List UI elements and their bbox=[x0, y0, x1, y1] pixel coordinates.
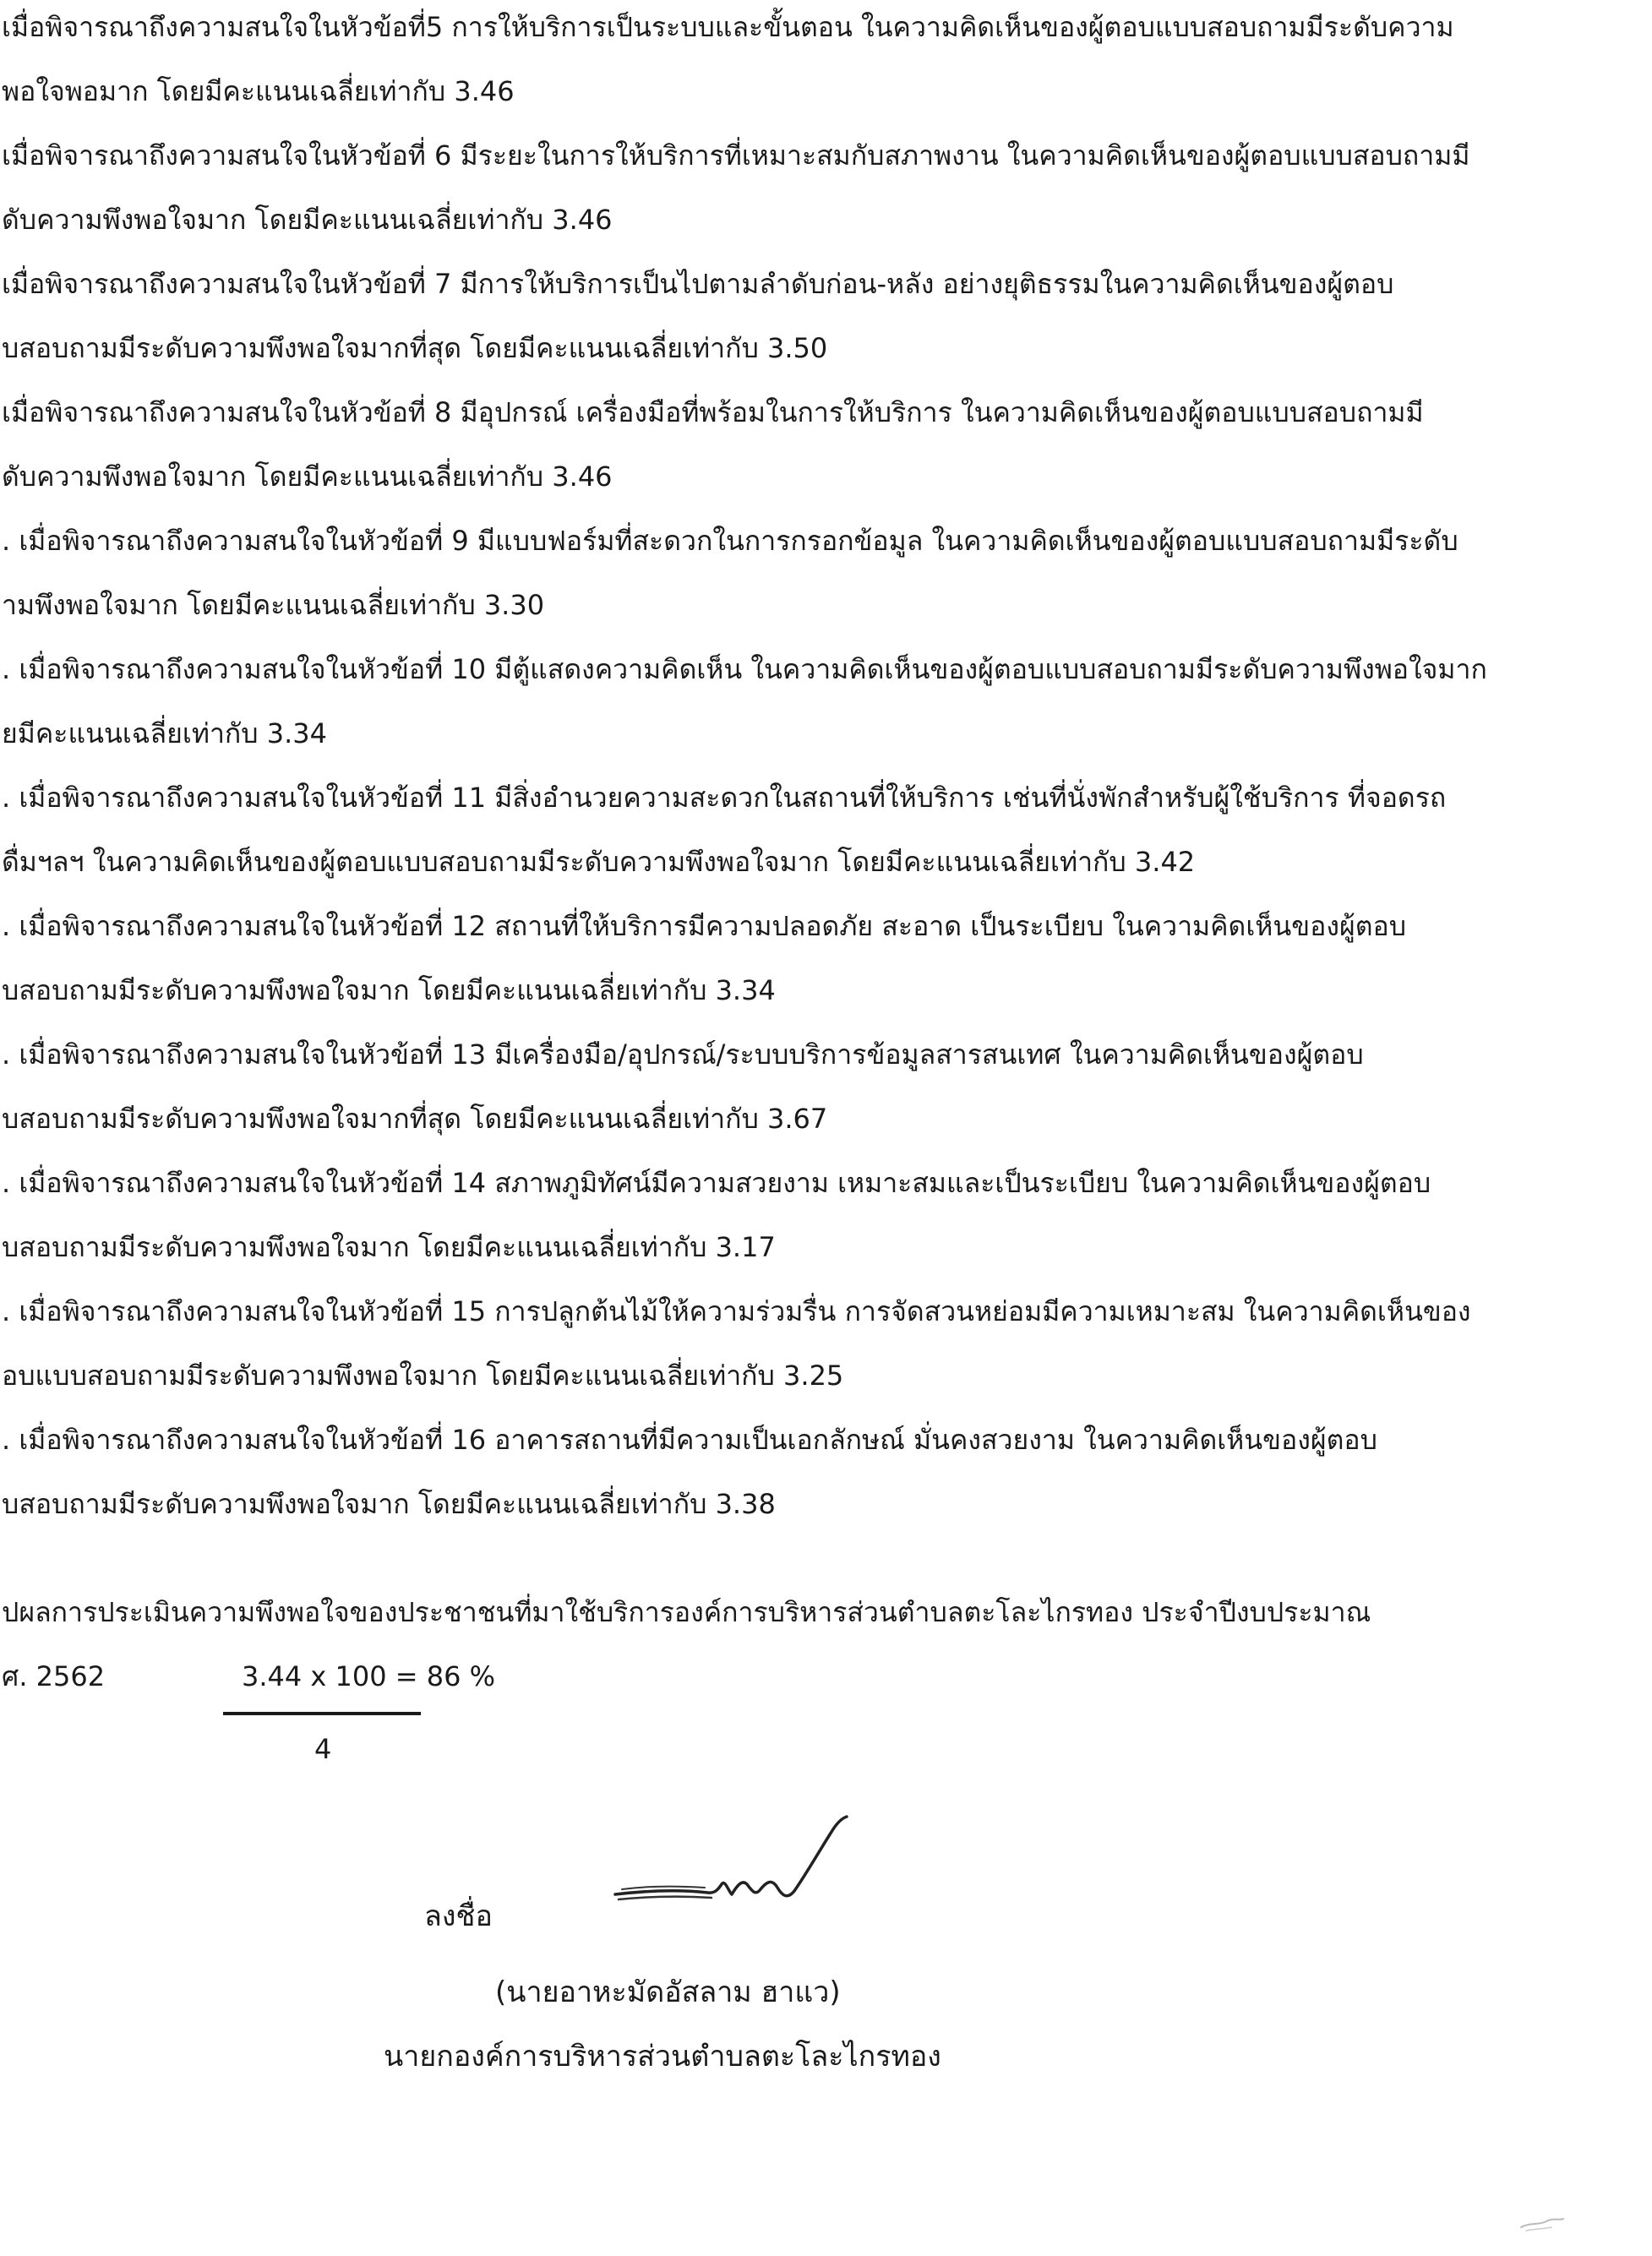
summary-text: ปผลการประเมินความพึงพอใจของประชาชนที่มาใช้บริการองค์การบริหารส่วนตำบลตะโละไกรทอง ประจำปีงบประมาณ bbox=[2, 1596, 1371, 1628]
paragraph-line: ดับความพึงพอใจมาก โดยมีคะแนนเฉลี่ยเท่ากับ 3.46 bbox=[2, 204, 613, 236]
finding-item-15 bbox=[2, 1279, 1645, 1408]
paragraph-line: ดับความพึงพอใจมาก โดยมีคะแนนเฉลี่ยเท่ากับ 3.46 bbox=[2, 460, 613, 493]
paragraph-line: เมื่อพิจารณาถึงความสนใจในหัวข้อที่ 8 มีอุปกรณ์ เครื่องมือที่พร้อมในการให้บริการ ในความคิดเห็นของผู้ตอบแบบสอบถามมี bbox=[2, 396, 1424, 428]
paragraph-line: . เมื่อพิจารณาถึงความสนใจในหัวข้อที่ 12 สถานที่ให้บริการมีความปลอดภัย สะอาด เป็นระเบียบ ในความคิดเห็นของผู้ตอบ bbox=[2, 910, 1406, 942]
finding-item-10 bbox=[2, 637, 1645, 766]
paragraph-line: อบแบบสอบถามมีระดับความพึงพอใจมาก โดยมีคะแนนเฉลี่ยเท่ากับ 3.25 bbox=[2, 1360, 844, 1392]
finding-item-13 bbox=[2, 1022, 1645, 1151]
fraction-bar bbox=[223, 1712, 421, 1715]
paragraph-line: ามพึงพอใจมาก โดยมีคะแนนเฉลี่ยเท่ากับ 3.30 bbox=[2, 589, 545, 621]
paragraph-line: บสอบถามมีระดับความพึงพอใจมาก โดยมีคะแนนเฉลี่ยเท่ากับ 3.17 bbox=[2, 1231, 776, 1263]
paragraph-line: เมื่อพิจารณาถึงความสนใจในหัวข้อที่5 การให้บริการเป็นระบบและขั้นตอน ในความคิดเห็นของผู้ตอบแบบสอบถามมีระดับความ bbox=[2, 11, 1454, 43]
paragraph-line: . เมื่อพิจารณาถึงความสนใจในหัวข้อที่ 9 มีแบบฟอร์มที่สะดวกในการกรอกข้อมูล ในความคิดเห็นของผู้ตอบแบบสอบถามมีระดับ bbox=[2, 525, 1458, 557]
paragraph-line: ยมีคะแนนเฉลี่ยเท่ากับ 3.34 bbox=[2, 717, 328, 749]
finding-item-6 bbox=[2, 123, 1645, 252]
paragraph-line: . เมื่อพิจารณาถึงความสนใจในหัวข้อที่ 13 มีเครื่องมือ/อุปกรณ์/ระบบบริการข้อมูลสารสนเทศ ในความคิดเห็นของผู้ตอบ bbox=[2, 1038, 1364, 1071]
score-formula bbox=[2, 1644, 1016, 1708]
finding-item-11 bbox=[2, 766, 1645, 894]
finding-item-5 bbox=[2, 0, 1645, 123]
scan-speck bbox=[1518, 2210, 1568, 2236]
signer-title: นายกองค์การบริหารส่วนตำบลตะโละไกรทอง bbox=[384, 2040, 941, 2073]
finding-item-12 bbox=[2, 894, 1645, 1022]
finding-item-7 bbox=[2, 252, 1645, 380]
finding-item-14 bbox=[2, 1151, 1645, 1279]
signer-name: (นายอาหะมัดอัสลาม ฮาแว) bbox=[495, 1975, 841, 2009]
handwritten-signature bbox=[610, 1791, 881, 1943]
formula-denominator: 4 bbox=[314, 1733, 332, 1765]
paragraph-line: . เมื่อพิจารณาถึงความสนใจในหัวข้อที่ 10 มีตู้แสดงความคิดเห็น ในความคิดเห็นของผู้ตอบแบบสอบถามมีระดับความพึงพอใจมาก bbox=[2, 653, 1487, 685]
summary-heading bbox=[2, 1580, 1645, 1644]
finding-item-8 bbox=[2, 380, 1645, 509]
finding-item-9 bbox=[2, 509, 1645, 637]
paragraph-line: . เมื่อพิจารณาถึงความสนใจในหัวข้อที่ 16 อาคารสถานที่มีความเป็นเอกลักษณ์ มั่นคงสวยงาม ในความคิดเห็นของผู้ตอบ bbox=[2, 1424, 1377, 1456]
sign-label: ลงชื่อ bbox=[424, 1899, 493, 1933]
paragraph-line: บสอบถามมีระดับความพึงพอใจมาก โดยมีคะแนนเฉลี่ยเท่ากับ 3.38 bbox=[2, 1488, 776, 1520]
formula-numerator: 3.44 x 100 = 86 % bbox=[242, 1660, 496, 1692]
paragraph-line: บสอบถามมีระดับความพึงพอใจมากที่สุด โดยมีคะแนนเฉลี่ยเท่ากับ 3.67 bbox=[2, 1103, 828, 1135]
paragraph-line: ดื่มฯลฯ ในความคิดเห็นของผู้ตอบแบบสอบถามมีระดับความพึงพอใจมาก โดยมีคะแนนเฉลี่ยเท่ากับ 3.42 bbox=[2, 846, 1196, 878]
fiscal-year: ศ. 2562 bbox=[2, 1660, 106, 1692]
paragraph-line: . เมื่อพิจารณาถึงความสนใจในหัวข้อที่ 14 สภาพภูมิทัศน์มีความสวยงาม เหมาะสมและเป็นระเบียบ ในความคิดเห็นของผู้ตอบ bbox=[2, 1167, 1431, 1199]
finding-item-16 bbox=[2, 1408, 1645, 1536]
paragraph-line: . เมื่อพิจารณาถึงความสนใจในหัวข้อที่ 15 การปลูกต้นไม้ให้ความร่วมรื่น การจัดสวนหย่อมมีความเหมาะสม ในความคิดเห็นของ bbox=[2, 1295, 1471, 1327]
paragraph-line: เมื่อพิจารณาถึงความสนใจในหัวข้อที่ 6 มีระยะในการให้บริการที่เหมาะสมกับสภาพงาน ในความคิดเห็นของผู้ตอบแบบสอบถามมี bbox=[2, 139, 1470, 172]
paragraph-line: เมื่อพิจารณาถึงความสนใจในหัวข้อที่ 7 มีการให้บริการเป็นไปตามลำดับก่อน-หลัง อย่างยุติธรรมในความคิดเห็นของผู้ตอบ bbox=[2, 268, 1394, 300]
paragraph-line: บสอบถามมีระดับความพึงพอใจมาก โดยมีคะแนนเฉลี่ยเท่ากับ 3.34 bbox=[2, 974, 776, 1006]
paragraph-line: . เมื่อพิจารณาถึงความสนใจในหัวข้อที่ 11 มีสิ่งอำนวยความสะดวกในสถานที่ให้บริการ เช่นที่นั่งพักสำหรับผู้ใช้บริการ ที่จอดรถ bbox=[2, 782, 1447, 814]
paragraph-line: บสอบถามมีระดับความพึงพอใจมากที่สุด โดยมีคะแนนเฉลี่ยเท่ากับ 3.50 bbox=[2, 332, 828, 364]
paragraph-line: พอใจพอมาก โดยมีคะแนนเฉลี่ยเท่ากับ 3.46 bbox=[2, 75, 515, 107]
